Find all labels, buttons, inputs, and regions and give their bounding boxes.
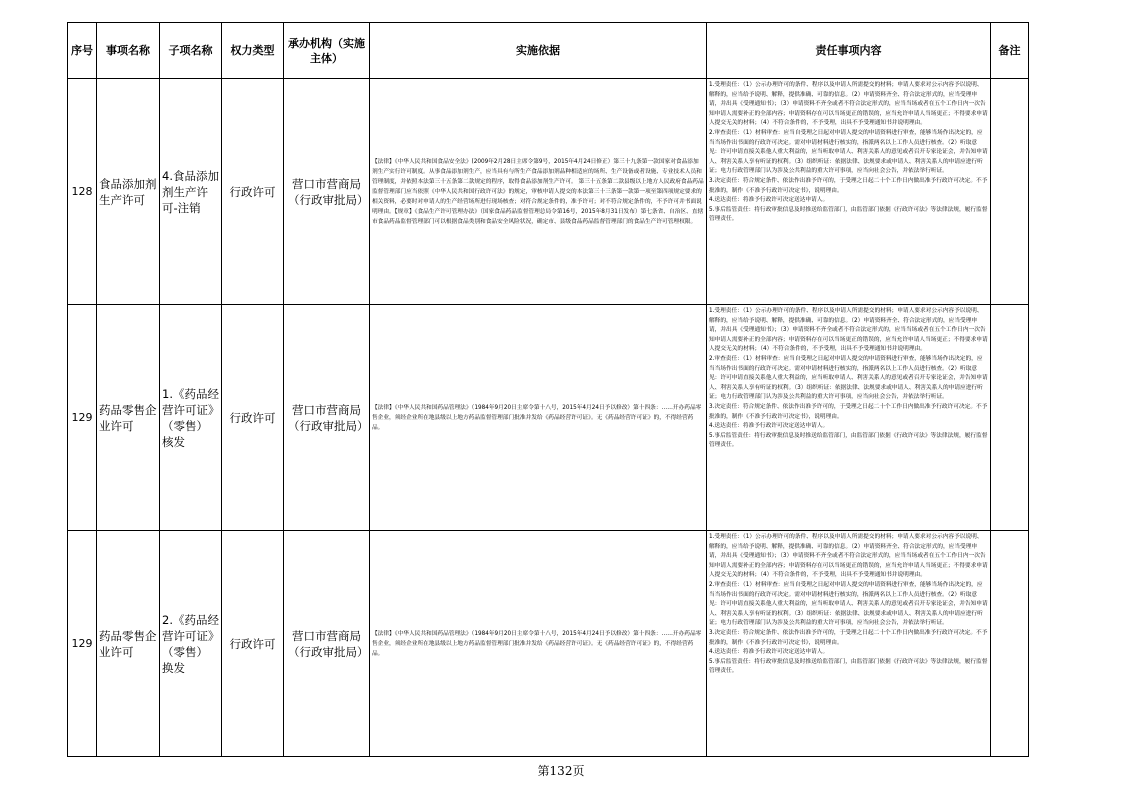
row-org: 营口市营商局（行政审批局） [284, 305, 370, 531]
duty-supervision: 5.事后监管责任：将行政审批信息及时推送给监管部门，由监管部门依据《行政许可法》等法律法规，履行监督管理责任。 [709, 658, 988, 675]
row-index: 129 [68, 531, 97, 757]
duty-decision: 3.决定责任：符合规定条件、依法作出准予许可的，于受理之日起二十个工作日内做出准予行政许可决定。不予批准的，制作《不准予行政许可决定书》，说明理由。 [709, 403, 988, 420]
header-remarks: 备注 [991, 23, 1029, 79]
row-remarks [991, 305, 1029, 531]
row-duties [707, 531, 991, 757]
table-row [68, 531, 1029, 757]
header-sub-item: 子项名称 [160, 23, 222, 79]
row-power-type: 行政许可 [222, 79, 284, 305]
duty-supervision: 5.事后监管责任：将行政审批信息及时推送给监管部门，由监管部门依据《行政许可法》等法律法规，履行监督管理责任。 [709, 432, 988, 449]
row-sub-item: 2.《药品经营许可证》（零售）换发 [160, 531, 222, 757]
duty-accept: 1.受理责任：（1）公示办理许可的条件、程序以及申请人所需提交的材料；申请人要求对公示内容予以说明、解释的，应当给予说明、解释，提供准确、可靠的信息。（2）申请资料齐全、符合法定形式的，应当受理申请，并出具《受理通知书》；（3）申请资料不齐全或者不符合法定形式的，应当当场或者在五个工作日内一次告知申请人需要补正的全部内容；申请资料存在可以当场更正的错误的，应当允许申请人当场更正；不得要求申请人提交无关的材料；（4）不符合条件的，不予受理，出具不予受理通知书并说明理由。 [709, 308, 988, 353]
duty-delivery: 4.送达责任：将准予行政许可决定送达申请人。 [709, 423, 829, 430]
row-basis: 【法律】《中华人民共和国药品管理法》（1984年9月20日主席令第十八号，2015年4月24日予以修改）第十四条：……开办药品零售企业，须经企业所在地县级以上地方药品监督管理部门批准并发给《药品经营许可证》。无《药品经营许可证》的，不得经营药品。 [370, 531, 707, 757]
header-basis: 实施依据 [370, 23, 707, 79]
table-row [68, 305, 1029, 531]
duty-review: 2.审查责任：（1）材料审查：应当自受理之日起对申请人提交的申请资料进行审查，能够当场作出决定的，应当当场作出书面的行政许可决定。需对申请材料进行核实的，指派两名以上工作人员进行核查。（2）听取意见：许可申请直接关系他人重大利益的，应当听取申请人、利害关系人的意见或者召开专家论证会，并告知申请人、利害关系人享有听证的权利。（3）组织听证：依据法律、法规要求或申请人、利害关系人的申请应进行听证；电力行政管理部门认为涉及公共利益的重大许可事项，应当向社会公告，并依法举行听证。 [709, 129, 988, 175]
header-org: 承办机构（实施主体） [284, 23, 370, 79]
header-item-name: 事项名称 [97, 23, 160, 79]
row-sub-item: 1.《药品经营许可证》（零售）核发 [160, 305, 222, 531]
duty-delivery: 4.送达责任：将准予行政许可决定送达申请人。 [709, 649, 829, 656]
row-duties [707, 305, 991, 531]
duty-accept: 1.受理责任：（1）公示办理许可的条件、程序以及申请人所需提交的材料；申请人要求对公示内容予以说明、解释的，应当给予说明、解释，提供准确、可靠的信息。（2）申请资料齐全、符合法定形式的，应当受理申请，并出具《受理通知书》；（3）申请资料不齐全或者不符合法定形式的，应当当场或者在五个工作日内一次告知申请人需要补正的全部内容；申请资料存在可以当场更正的错误的，应当允许申请人当场更正；不得要求申请人提交无关的材料；（4）不符合条件的，不予受理，出具不予受理通知书并说明理由。 [709, 534, 988, 579]
row-remarks [991, 79, 1029, 305]
row-remarks [991, 531, 1029, 757]
row-basis: 【法律】《中华人民共和国食品安全法》(2009年2月28日主席令第9号，2015年4月24日修正）第三十九条第一款国家对食品添加剂生产实行许可制度。从事食品添加剂生产，应当具有与所生产食品添加剂品种相适应的场所、生产设备或者设施、专业技术人员和管理制度，并依照本法第三十五条第二款规定的程序，取得食品添加剂生产许可。 第三十五条第二款县级以上地方人民政府食品药品监督管理部门应当依照《中华人民共和国行政许可法》的规定，审核申请人提交的本法第三十三条第一款第一项至第四项规定要求的相关资料，必要时对申请人的生产经营场所进行现场核查；对符合规定条件的，准予许可；对不符合规定条件的，不予许可并书面说明理由。【规章】《食品生产许可管理办法》（国家食品药品监督管理总局令第16号，2015年8月31日发布）第七条省、自治区、直辖市食品药品监督管理部门可以根据食品类别和食品安全风险状况，确定市、县级食品药品监督管理部门的食品生产许可管理权限。 [370, 79, 707, 305]
header-power-type: 权力类型 [222, 23, 284, 79]
page-number: 第132页 [537, 764, 585, 778]
row-item-name: 食品添加剂生产许可 [97, 79, 160, 305]
row-org: 营口市营商局（行政审批局） [284, 531, 370, 757]
row-org: 营口市营商局（行政审批局） [284, 79, 370, 305]
duty-decision: 3.决定责任：符合规定条件、依法作出准予许可的，于受理之日起二十个工作日内做出准予行政许可决定。不予批准的，制作《不准予行政许可决定书》，说明理由。 [709, 177, 988, 194]
duty-review: 2.审查责任：（1）材料审查：应当自受理之日起对申请人提交的申请资料进行审查，能够当场作出决定的，应当当场作出书面的行政许可决定。需对申请材料进行核实的，指派两名以上工作人员进行核查。（2）听取意见：许可申请直接关系他人重大利益的，应当听取申请人、利害关系人的意见或者召开专家论证会，并告知申请人、利害关系人享有听证的权利。（3）组织听证：依据法律、法规要求或申请人、利害关系人的申请应进行听证；电力行政管理部门认为涉及公共利益的重大许可事项，应当向社会公告，并依法举行听证。 [709, 581, 988, 627]
row-index: 129 [68, 305, 97, 531]
table-row [68, 79, 1029, 305]
duty-review: 2.审查责任：（1）材料审查：应当自受理之日起对申请人提交的申请资料进行审查，能够当场作出决定的，应当当场作出书面的行政许可决定。需对申请材料进行核实的，指派两名以上工作人员进行核查。（2）听取意见：许可申请直接关系他人重大利益的，应当听取申请人、利害关系人的意见或者召开专家论证会，并告知申请人、利害关系人享有听证的权利。（3）组织听证：依据法律、法规要求或申请人、利害关系人的申请应进行听证；电力行政管理部门认为涉及公共利益的重大许可事项，应当向社会公告，并依法举行听证。 [709, 355, 988, 401]
header-index: 序号 [68, 23, 97, 79]
row-item-name: 药品零售企业许可 [97, 305, 160, 531]
duty-delivery: 4.送达责任：将准予行政许可决定送达申请人。 [709, 197, 829, 204]
table-header-row [68, 23, 1029, 79]
power-list-table [67, 22, 1029, 757]
row-power-type: 行政许可 [222, 531, 284, 757]
row-sub-item: 4.食品添加剂生产许可-注销 [160, 79, 222, 305]
duty-accept: 1.受理责任：（1）公示办理许可的条件、程序以及申请人所需提交的材料；申请人要求对公示内容予以说明、解释的，应当给予说明、解释，提供准确、可靠的信息。（2）申请资料齐全、符合法定形式的，应当受理申请，并出具《受理通知书》；（3）申请资料不齐全或者不符合法定形式的，应当当场或者在五个工作日内一次告知申请人需要补正的全部内容；申请资料存在可以当场更正的错误的，应当允许申请人当场更正；不得要求申请人提交无关的材料；（4）不符合条件的，不予受理，出具不予受理通知书并说明理由。 [709, 82, 988, 127]
row-duties [707, 79, 991, 305]
row-index: 128 [68, 79, 97, 305]
header-duties: 责任事项内容 [707, 23, 991, 79]
duty-decision: 3.决定责任：符合规定条件、依法作出准予许可的，于受理之日起二十个工作日内做出准予行政许可决定。不予批准的，制作《不准予行政许可决定书》，说明理由。 [709, 629, 988, 646]
duty-supervision: 5.事后监管责任：将行政审批信息及时推送给监管部门，由监管部门依据《行政许可法》等法律法规，履行监督管理责任。 [709, 206, 988, 223]
row-power-type: 行政许可 [222, 305, 284, 531]
row-basis: 【法律】《中华人民共和国药品管理法》（1984年9月20日主席令第十八号，2015年4月24日予以修改）第十四条：……开办药品零售企业，须经企业所在地县级以上地方药品监督管理部门批准并发给《药品经营许可证》。无《药品经营许可证》的，不得经营药品。 [370, 305, 707, 531]
row-item-name: 药品零售企业许可 [97, 531, 160, 757]
